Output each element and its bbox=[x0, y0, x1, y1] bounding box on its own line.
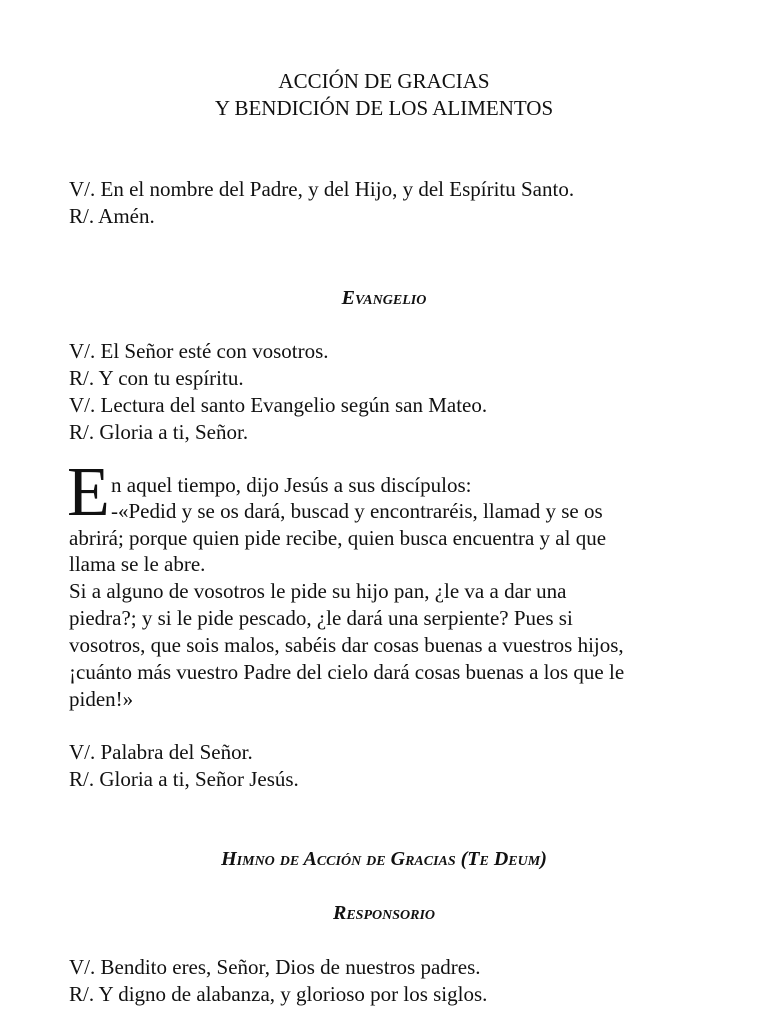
gospel-text-line: piedra?; y si le pide pescado, ¿le dará una serpiente? Pues si bbox=[69, 606, 573, 630]
gospel-text-line: -«Pedid y se os dará, buscad y encontraréis, llamad y se os bbox=[111, 499, 603, 523]
gospel-text-line: piden!» bbox=[69, 687, 134, 711]
title-line-2: Y BENDICIÓN DE LOS ALIMENTOS bbox=[214, 96, 554, 120]
opening-response: R/. Amén. bbox=[69, 204, 155, 228]
gospel-text-line: abrirá; porque quien pide recibe, quien busca encuentra y al que bbox=[69, 526, 607, 550]
gospel-text-line: ¡cuánto más vuestro Padre del cielo dará cosas buenas a los que le bbox=[69, 660, 625, 684]
evangelio-heading: Evangelio bbox=[341, 287, 427, 309]
evangelio-dialogue-4: R/. Gloria a ti, Señor. bbox=[69, 420, 249, 444]
gospel-text-line: Si a alguno de vosotros le pide su hijo pan, ¿le va a dar una bbox=[69, 579, 567, 603]
responsorio-heading: Responsorio bbox=[332, 902, 436, 924]
title-line-1: ACCIÓN DE GRACIAS bbox=[278, 69, 490, 93]
evangelio-closing-response: R/. Gloria a ti, Señor Jesús. bbox=[69, 767, 299, 791]
gospel-text-line: n aquel tiempo, dijo Jesús a sus discípulos: bbox=[111, 473, 472, 497]
responsorio-versicle: V/. Bendito eres, Señor, Dios de nuestros padres. bbox=[69, 955, 481, 979]
evangelio-dialogue-1: V/. El Señor esté con vosotros. bbox=[69, 339, 329, 363]
opening-versicle: V/. En el nombre del Padre, y del Hijo, y del Espíritu Santo. bbox=[69, 177, 575, 201]
gospel-text-line: vosotros, que sois malos, sabéis dar cosas buenas a vuestros hijos, bbox=[69, 633, 624, 657]
evangelio-dialogue-3: V/. Lectura del santo Evangelio según san Mateo. bbox=[69, 393, 488, 417]
drop-cap: E bbox=[67, 454, 110, 531]
evangelio-closing-versicle: V/. Palabra del Señor. bbox=[69, 740, 253, 764]
himno-heading: Himno de Acción de Gracias (Te Deum) bbox=[221, 848, 547, 870]
gospel-text-line: llama se le abre. bbox=[69, 552, 206, 576]
evangelio-dialogue-2: R/. Y con tu espíritu. bbox=[69, 366, 244, 390]
responsorio-response: R/. Y digno de alabanza, y glorioso por los siglos. bbox=[69, 982, 488, 1006]
